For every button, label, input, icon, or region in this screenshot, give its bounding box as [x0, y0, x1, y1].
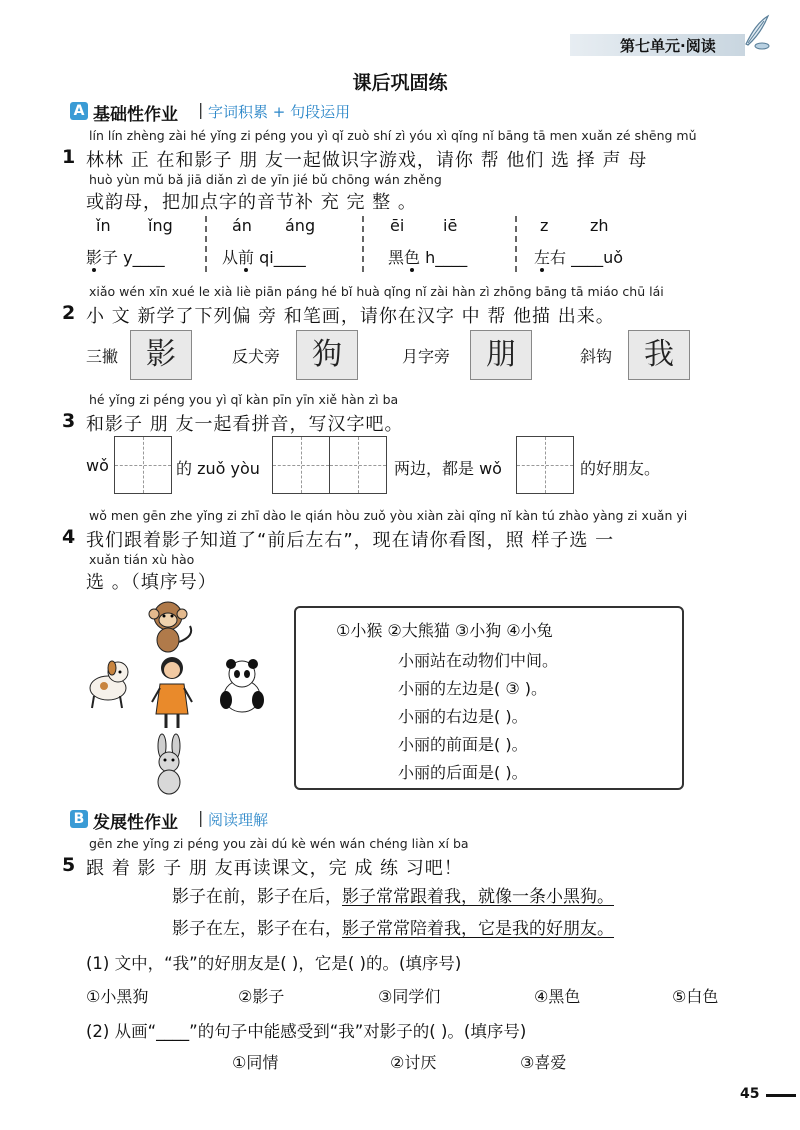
- q1-blank-item[interactable]: 黑色 h____: [388, 248, 468, 267]
- q1-divider: [515, 216, 517, 272]
- q4-options: ①小猴 ②大熊猫 ③小狗 ④小兔: [336, 621, 553, 640]
- girl-figure: [152, 657, 192, 728]
- q2-trace-char: 朋: [486, 337, 516, 372]
- q2-label: 斜钩: [580, 347, 613, 366]
- q2-trace-box[interactable]: [628, 330, 690, 380]
- q4-pinyin-line1: wǒ men gēn zhe yǐng zi zhī dào le qián hòu zuǒ yòu xiàn zài qǐng nǐ kàn tú zhào yàng zi xuǎn yi: [89, 508, 688, 523]
- q1-blank-item[interactable]: 左右 ____uǒ: [534, 248, 624, 267]
- q1-option: zh: [590, 216, 609, 235]
- section-a-separator: |: [198, 100, 204, 119]
- monkey-figure: [149, 602, 191, 652]
- puppy-figure: [90, 661, 128, 708]
- page-number-rule: [766, 1094, 796, 1097]
- q1-pinyin-line2: huò yùn mǔ bǎ jiā diǎn zì de yīn jié bǔ chōng wán zhěng: [89, 172, 442, 187]
- q1-divider: [362, 216, 364, 272]
- q5-sub1-option: ④黑色: [534, 987, 581, 1006]
- q4-text-line1: 我们跟着影子知道了“前后左右”，现在请你看图，照 样子选 一: [86, 530, 615, 551]
- emphasis-dot: [410, 268, 414, 272]
- q4-line[interactable]: 小丽的左边是( ③ )。: [398, 679, 548, 698]
- rabbit-figure: [158, 734, 180, 794]
- q3-writing-box[interactable]: [516, 436, 574, 494]
- emphasis-dot: [244, 268, 248, 272]
- panda-figure: [220, 659, 264, 712]
- q5-sub1[interactable]: (1) 文中，“我”的好朋友是( )，它是( )的。(填序号): [86, 954, 462, 973]
- q4-line: 小丽站在动物们中间。: [398, 651, 559, 670]
- q1-option: ǐn: [96, 216, 111, 235]
- section-b-label: 发展性作业: [93, 813, 178, 833]
- q2-trace-char: 影: [146, 337, 176, 372]
- q4-line[interactable]: 小丽的前面是( )。: [398, 735, 528, 754]
- section-a-label: 基础性作业: [93, 105, 178, 125]
- emphasis-dot: [540, 268, 544, 272]
- q1-text-line1: 林林 正 在和影子 朋 友一起做识字游戏，请你 帮 他们 选 择 声 母: [86, 150, 648, 171]
- q3-writing-box[interactable]: [114, 436, 172, 494]
- q3-text-part: 的 zuǒ yòu: [176, 459, 260, 478]
- q3-writing-box[interactable]: [272, 436, 330, 494]
- q1-number: 1: [62, 146, 76, 168]
- q2-trace-box[interactable]: [296, 330, 358, 380]
- q2-trace-char: 狗: [312, 337, 342, 372]
- q1-option: ēi: [390, 216, 405, 235]
- q2-label: 反犬旁: [232, 347, 281, 366]
- section-b-separator: |: [198, 808, 204, 827]
- q4-pinyin-line2: xuǎn tián xù hào: [89, 552, 195, 567]
- q2-trace-box[interactable]: [130, 330, 192, 380]
- q3-text-part: 两边，都是 wǒ: [394, 459, 502, 478]
- q5-text: 跟 着 影 子 朋 友再读课文，完 成 练 习吧！: [86, 858, 463, 879]
- section-b-subtitle: 阅读理解: [208, 811, 269, 829]
- q5-sub2-option: ①同情: [232, 1053, 279, 1072]
- q5-sub2-option: ③喜爱: [520, 1053, 567, 1072]
- q2-trace-char: 我: [644, 337, 674, 372]
- q5-sub1-option: ①小黑狗: [86, 987, 149, 1006]
- q4-line[interactable]: 小丽的右边是( )。: [398, 707, 528, 726]
- q1-blank-item[interactable]: 从前 qi____: [222, 248, 306, 267]
- page-number: 45: [740, 1086, 760, 1102]
- q4-figure: [80, 596, 280, 796]
- q3-text-part: wǒ: [86, 456, 109, 475]
- q1-option: ǐng: [148, 216, 173, 235]
- q5-pinyin: gēn zhe yǐng zi péng you zài dú kè wén wán chéng liàn xí ba: [89, 836, 469, 851]
- q1-option: iē: [443, 216, 458, 235]
- q3-text-part: 的好朋友。: [580, 459, 661, 478]
- q1-blank-item[interactable]: 影子 y____: [86, 248, 165, 267]
- section-a-badge: A: [70, 102, 88, 120]
- unit-title: 第七单元·阅读: [620, 37, 716, 55]
- q3-writing-box[interactable]: [329, 436, 387, 494]
- q1-divider: [205, 216, 207, 272]
- q1-option: áng: [285, 216, 316, 235]
- q5-sub1-option: ②影子: [238, 987, 285, 1006]
- q5-passage-line: 影子在左，影子在右，影子常常陪着我，它是我的好朋友。: [172, 919, 614, 939]
- q5-sub2[interactable]: (2) 从画“____”的句子中能感受到“我”对影子的( )。(填序号): [86, 1022, 527, 1041]
- q4-text-line2: 选 。（填序号）: [86, 572, 217, 593]
- q2-label: 三撇: [86, 347, 119, 366]
- emphasis-dot: [92, 268, 96, 272]
- q5-sub2-option: ②讨厌: [390, 1053, 437, 1072]
- q5-passage-line: 影子在前，影子在后，影子常常跟着我，就像一条小黑狗。: [172, 887, 614, 907]
- q1-pinyin-line1: lín lín zhèng zài hé yǐng zi péng you yì qǐ zuò shí zì yóu xì qǐng nǐ bāng tā men xuǎn zé shēng mǔ: [89, 128, 697, 143]
- q5-sub1-option: ③同学们: [378, 987, 441, 1006]
- q2-text: 小 文 新学了下列偏 旁 和笔画，请你在汉字 中 帮 他描 出来。: [86, 306, 615, 327]
- section-a-subtitle: 字词积累 + 句段运用: [208, 103, 351, 121]
- page-title: 课后巩固练: [352, 72, 448, 94]
- q2-pinyin: xiǎo wén xīn xué le xià liè piān páng hé bǐ huà qǐng nǐ zài hàn zì zhōng bāng tā miáo chū lái: [89, 284, 664, 299]
- q2-label: 月字旁: [402, 347, 451, 366]
- q3-number: 3: [62, 410, 76, 432]
- q1-option: án: [232, 216, 252, 235]
- q2-number: 2: [62, 302, 76, 324]
- q5-number: 5: [62, 854, 76, 876]
- q3-pinyin: hé yǐng zi péng you yì qǐ kàn pīn yīn xiě hàn zì ba: [89, 392, 399, 407]
- q3-text: 和影子 朋 友一起看拼音，写汉字吧。: [86, 414, 404, 435]
- q4-line[interactable]: 小丽的后面是( )。: [398, 763, 528, 782]
- feather-pen-icon: [742, 14, 772, 50]
- q1-text-line2: 或韵母，把加点字的音节补 充 完 整 。: [86, 192, 417, 213]
- q4-number: 4: [62, 526, 76, 548]
- q1-option: z: [540, 216, 549, 235]
- q2-trace-box[interactable]: [470, 330, 532, 380]
- section-b-badge: B: [70, 810, 88, 828]
- q5-sub1-option: ⑤白色: [672, 987, 719, 1006]
